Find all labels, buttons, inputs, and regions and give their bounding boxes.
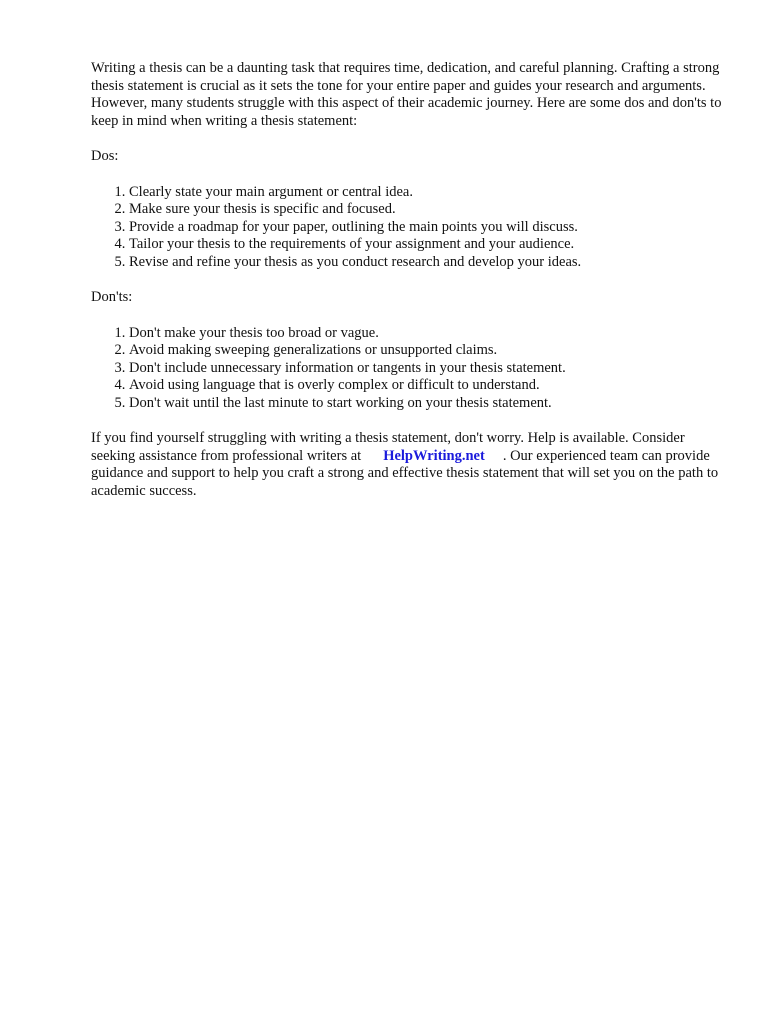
- list-item: 5. Don't wait until the last minute to start working on your thesis statement.: [129, 395, 731, 413]
- document-body: [91, 60, 731, 500]
- dos-list: [91, 184, 731, 272]
- list-item: 4. Tailor your thesis to the requirements of your assignment and your audience.: [129, 236, 731, 254]
- closing-paragraph: [91, 430, 731, 500]
- closing-text-before: If you find yourself struggling with writing a thesis statement, don't worry. Help is available. Consider seeking assistance from professional writers at: [91, 430, 685, 464]
- list-item: 1. Don't make your thesis too broad or vague.: [129, 325, 731, 343]
- intro-paragraph: Writing a thesis can be a daunting task that requires time, dedication, and careful planning. Crafting a strong thesis statement is crucial as it sets the tone for your entire paper and guides your research and arguments. However, many students struggle with this aspect of their academic journey. Here are some dos and don'ts to keep in mind when writing a thesis statement:: [91, 60, 722, 129]
- list-item: 3. Don't include unnecessary information or tangents in your thesis statement.: [129, 360, 731, 378]
- donts-heading: Don'ts:: [91, 289, 133, 305]
- list-item: 5. Revise and refine your thesis as you conduct research and develop your ideas.: [129, 254, 731, 272]
- list-item: 1. Clearly state your main argument or central idea.: [129, 184, 731, 202]
- list-item: 4. Avoid using language that is overly complex or difficult to understand.: [129, 377, 731, 395]
- list-item: 2. Make sure your thesis is specific and focused.: [129, 201, 731, 219]
- donts-list: [91, 325, 731, 413]
- list-item: 2. Avoid making sweeping generalizations or unsupported claims.: [129, 342, 731, 360]
- closing-text-after: . Our experienced team can provide guidance and support to help you craft a strong and effective thesis statement that will set you on the path to academic success.: [91, 447, 719, 499]
- helpwriting-link[interactable]: HelpWriting.net: [383, 447, 485, 464]
- list-item: 3. Provide a roadmap for your paper, outlining the main points you will discuss.: [129, 219, 731, 237]
- dos-heading: Dos:: [91, 148, 119, 164]
